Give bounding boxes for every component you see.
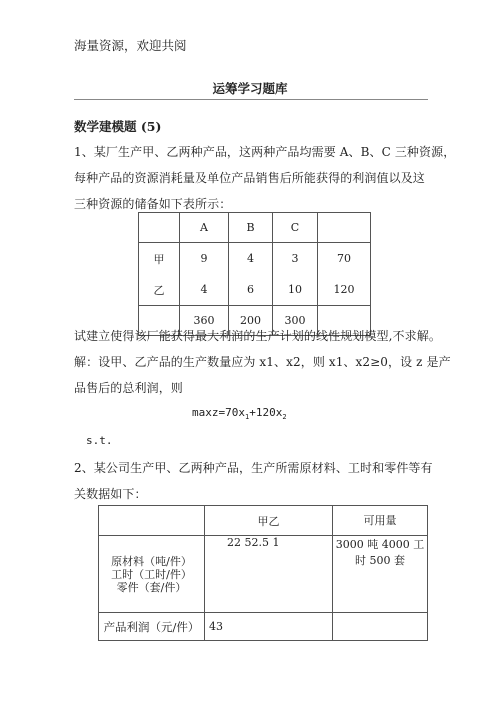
section-heading: 数学建模题 (5): [74, 119, 162, 134]
row-label-jia: 甲: [153, 252, 165, 266]
row-label-yi: 乙: [153, 283, 165, 297]
q1-line-1: 1、某厂生产甲、乙两种产品，这两种产品均需要 A、B、C 三种资源，: [74, 145, 456, 159]
materials-header-blank: [99, 506, 205, 536]
resource-table: [138, 212, 371, 336]
cell-jia-b: 4: [247, 252, 254, 265]
profit-empty-cell: [333, 613, 428, 641]
cell-jia-a: 9: [200, 252, 208, 265]
cell-yi-a: 4: [200, 283, 208, 296]
total-b: 200: [229, 306, 273, 336]
profit-yi: 120: [333, 283, 355, 296]
row-label-parts: 零件（套/件）: [116, 580, 187, 594]
formula-prefix: maxz=70x: [192, 406, 245, 419]
header-cell-b: B: [229, 213, 273, 243]
header-cell: [318, 213, 371, 243]
materials-table-body: [99, 536, 428, 613]
q1-after-line-2: 解：设甲、乙产品的生产数量应为 x1、x2，则 x1、x2≥0，设 z 是产: [74, 355, 451, 369]
materials-table-header: [99, 506, 428, 536]
profit-value: 43: [205, 613, 333, 641]
header-cell-a: A: [180, 213, 229, 243]
resource-table-header: [139, 213, 371, 243]
formula-sub-2: 2: [282, 413, 287, 422]
available-material: 3000 吨: [335, 538, 379, 551]
profit-label: 产品利润（元/件）: [99, 613, 205, 641]
header-note: 海量资源，欢迎共阅: [74, 38, 187, 53]
total-a: 360: [180, 306, 229, 336]
value-hours: 52.5: [244, 536, 269, 549]
header-cell: [139, 213, 180, 243]
q1-after-line-1: 试建立使得该厂能获得最大利润的生产计划的线性规划模型,不求解。: [74, 329, 441, 343]
value-parts: 1: [272, 536, 280, 549]
q1-line-2: 每种产品的资源消耗量及单位产品销售后所能获得的利润值以及这: [74, 171, 425, 185]
materials-table-profit: [99, 613, 428, 641]
subject-to-label: s.t.: [86, 434, 113, 447]
cell-jia-c: 3: [291, 252, 299, 265]
materials-header-products: 甲乙: [205, 506, 333, 536]
value-material: 22: [227, 536, 241, 549]
materials-table: [98, 505, 428, 641]
q1-line-3: 三种资源的储备如下表所示：: [74, 197, 232, 211]
page-title: 运筹学习题库: [212, 81, 288, 96]
cell-yi-c: 10: [288, 283, 302, 296]
row-label-hours: 工时（工时/件）: [111, 567, 192, 581]
materials-header-available: 可用量: [333, 506, 428, 536]
formula-sub-1: 1: [244, 413, 250, 422]
objective-formula: [192, 406, 287, 421]
cell-yi-b: 6: [247, 283, 254, 296]
profit-jia: 70: [337, 252, 351, 265]
q2-line-1: 2、某公司生产甲、乙两种产品，生产所需原材料、工时和零件等有: [74, 461, 433, 475]
header-cell-c: C: [273, 213, 318, 243]
formula-mid: +120x: [249, 406, 283, 419]
title-divider: [74, 99, 428, 100]
row-label-material: 原材料（吨/件）: [111, 554, 192, 568]
available-hours: 4000 工时: [355, 538, 425, 567]
q1-after-line-3: 品售后的总利润，则: [74, 381, 183, 395]
total-c: 300: [273, 306, 318, 336]
resource-table-body: [139, 243, 371, 306]
available-parts: 500 套: [369, 554, 405, 567]
q2-line-2: 关数据如下：: [74, 487, 147, 501]
